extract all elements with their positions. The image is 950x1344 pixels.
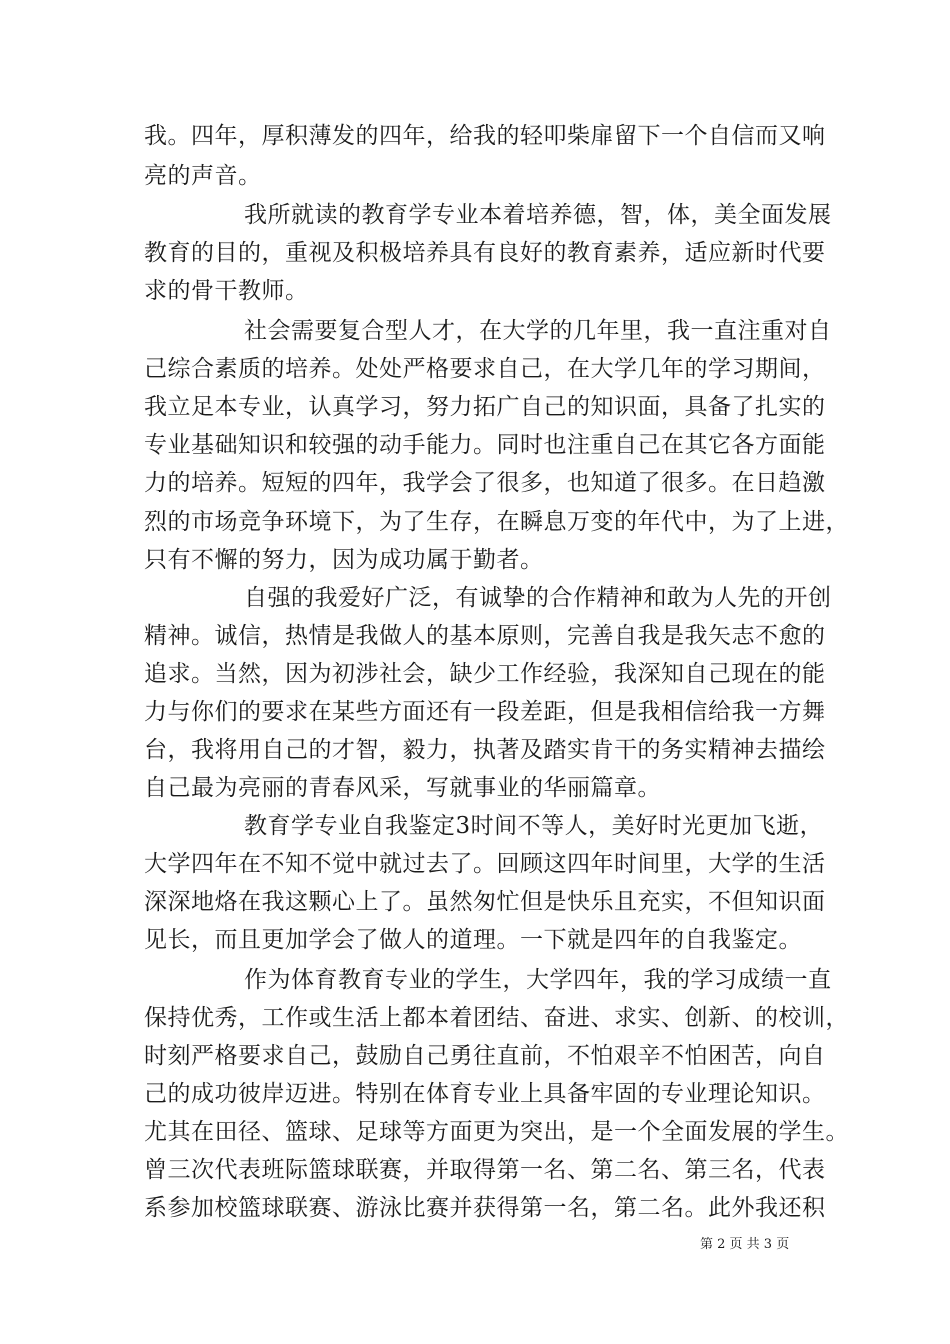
text-line: 力与你们的要求在某些方面还有一段差距，但是我相信给我一方舞 [144, 699, 826, 725]
paragraph-start: 教育学专业自我鉴定3时间不等人，美好时光更加飞逝， [244, 813, 824, 839]
text-line: 烈的市场竞争环境下，为了生存，在瞬息万变的年代中，为了上进， [144, 509, 849, 535]
text-line: 专业基础知识和较强的动手能力。同时也注重自己在其它各方面能 [144, 432, 826, 458]
text-line: 我立足本专业，认真学习，努力拓广自己的知识面，具备了扎实的 [144, 394, 826, 420]
text-line: 我。四年，厚积薄发的四年，给我的轻叩柴扉留下一个自信而又响 [144, 123, 826, 149]
text-line: 己的成功彼岸迈进。特别在体育专业上具备牢固的专业理论知识。 [144, 1081, 826, 1107]
text-line: 追求。当然，因为初涉社会，缺少工作经验，我深知自己现在的能 [144, 661, 826, 687]
text-line: 系参加校篮球联赛、游泳比赛并获得第一名，第二名。此外我还积 [144, 1195, 826, 1221]
text-line: 力的培养。短短的四年，我学会了很多，也知道了很多。在日趋激 [144, 470, 826, 496]
paragraph-start: 社会需要复合型人才，在大学的几年里，我一直注重对自 [244, 318, 832, 344]
text-line: 见长，而且更加学会了做人的道理。一下就是四年的自我鉴定。 [144, 927, 802, 953]
text-line: 深深地烙在我这颗心上了。虽然匆忙但是快乐且充实，不但知识面 [144, 889, 826, 915]
text-line: 精神。诚信，热情是我做人的基本原则，完善自我是我矢志不愈的 [144, 623, 826, 649]
paragraph-start: 我所就读的教育学专业本着培养德，智，体，美全面发展 [244, 202, 832, 228]
text-line: 亮的声音。 [144, 163, 262, 189]
page-number: 第 2 页 共 3 页 [700, 1237, 790, 1252]
text-line: 求的骨干教师。 [144, 278, 309, 304]
text-line: 只有不懈的努力，因为成功属于勤者。 [144, 547, 544, 573]
text-line: 己综合素质的培养。处处严格要求自己，在大学几年的学习期间， [144, 356, 826, 382]
text-line: 大学四年在不知不觉中就过去了。回顾这四年时间里，大学的生活 [144, 851, 826, 877]
text-line: 保持优秀，工作或生活上都本着团结、奋进、求实、创新、的校训， [144, 1005, 849, 1031]
text-line: 台，我将用自己的才智，毅力，执著及踏实肯干的务实精神去描绘 [144, 737, 826, 763]
text-line: 曾三次代表班际篮球联赛，并取得第一名、第二名、第三名，代表 [144, 1157, 826, 1183]
text-line: 时刻严格要求自己，鼓励自己勇往直前，不怕艰辛不怕困苦，向自 [144, 1043, 826, 1069]
text-line: 尤其在田径、篮球、足球等方面更为突出，是一个全面发展的学生。 [144, 1119, 849, 1145]
text-line: 教育的目的，重视及积极培养具有良好的教育素养，适应新时代要 [144, 240, 826, 266]
paragraph-start: 作为体育教育专业的学生，大学四年，我的学习成绩一直 [244, 967, 832, 993]
text-line: 自己最为亮丽的青春风采，写就事业的华丽篇章。 [144, 775, 661, 801]
paragraph-start: 自强的我爱好广泛，有诚挚的合作精神和敢为人先的开创 [244, 585, 832, 611]
